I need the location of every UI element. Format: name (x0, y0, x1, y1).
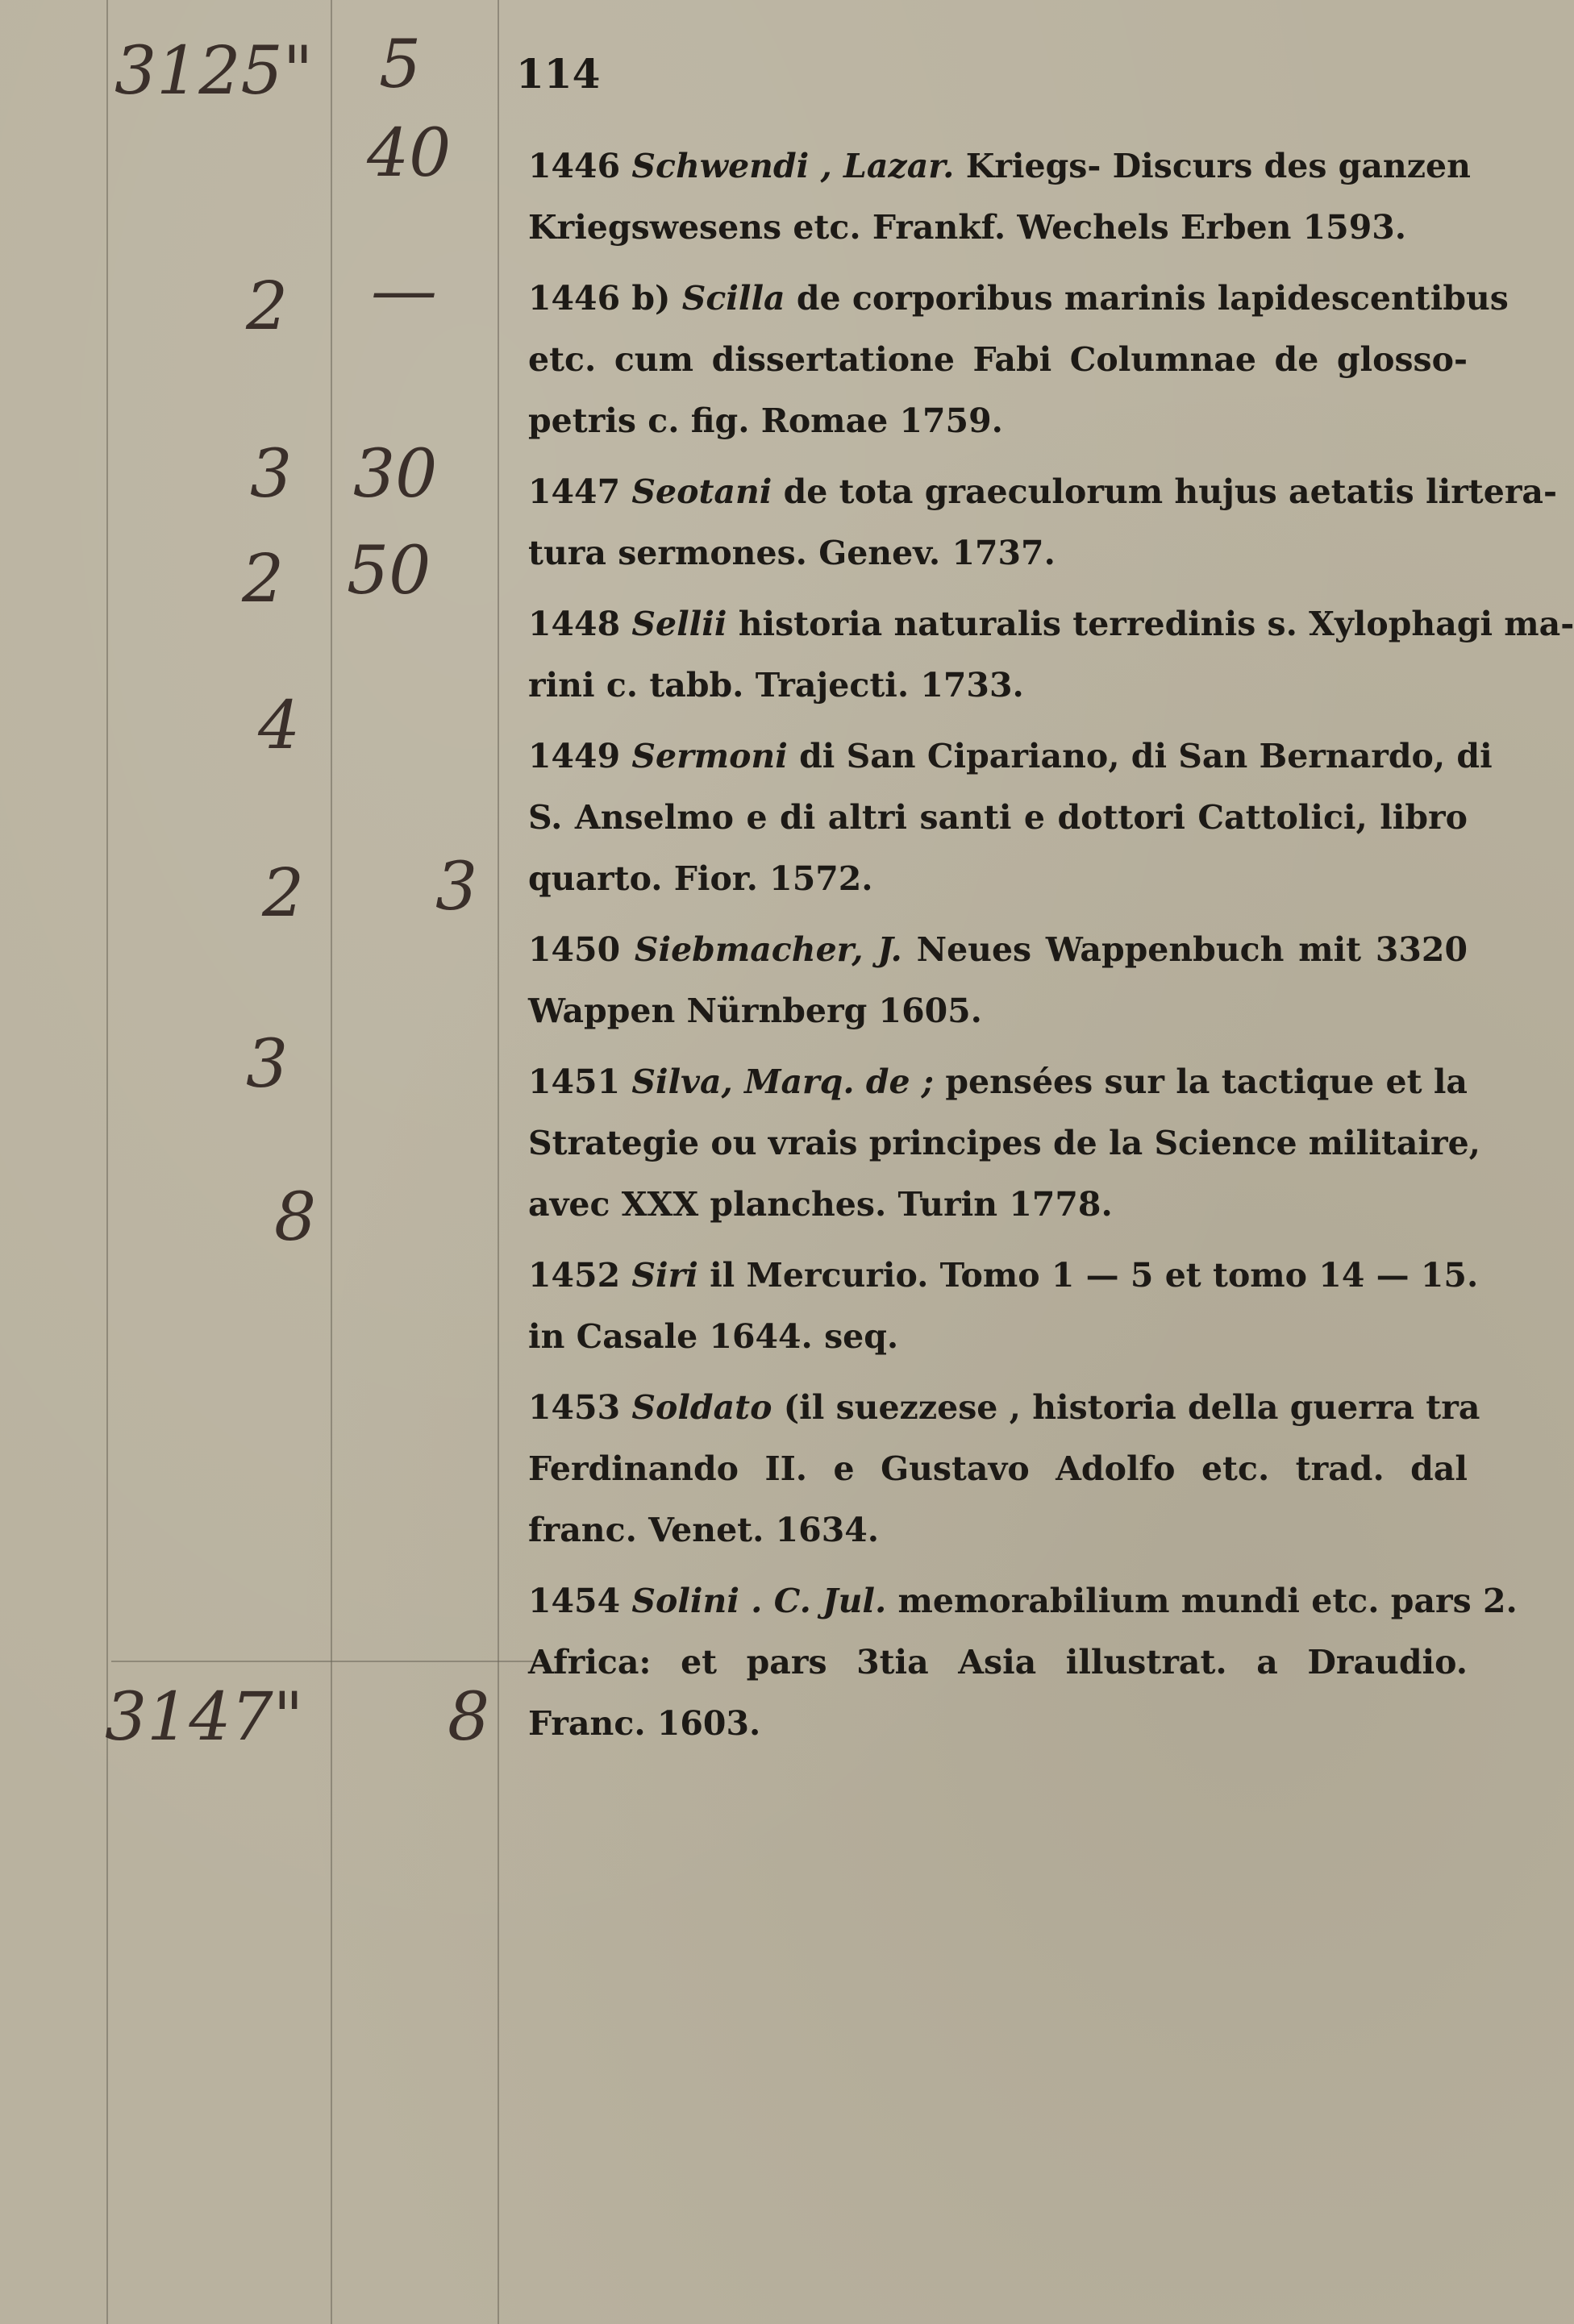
price-left: 3 (250, 436, 293, 513)
catalogue-entry (528, 1245, 1479, 1367)
catalogue-entry (528, 135, 1471, 258)
price-left: 4 (258, 688, 301, 764)
entry-line: rini c. tabb. Trajecti. 1733. (528, 666, 1024, 705)
entry-line: etc. cum dissertatione Fabi Columnae de glosso- (528, 340, 1468, 379)
carry-forward-value: 5 (379, 27, 422, 103)
entry-line: de corporibus marinis lapidescentibus (796, 279, 1509, 318)
entry-number: 1449 (528, 737, 621, 775)
entry-number: 1451 (528, 1062, 621, 1101)
catalogue-entry (528, 1377, 1480, 1561)
page-total: 3147" (105, 1679, 304, 1756)
entry-line: il Mercurio. Tomo 1 — 5 et tomo 14 — 15. (710, 1256, 1479, 1295)
entry-author: Silva, Marq. de ; (631, 1062, 935, 1101)
entry-line: quarto. Fior. 1572. (528, 859, 873, 898)
price-right: 40 (367, 115, 452, 192)
entry-line: in Casale 1644. seq. (528, 1317, 899, 1356)
entry-number: 1448 (528, 605, 621, 643)
catalogue-entry (528, 725, 1493, 909)
entry-author: Sermoni (631, 737, 788, 775)
entry-author: Schwendi , Lazar. (631, 147, 955, 185)
price-left: 2 (262, 855, 305, 932)
entry-author: Solini . C. Jul. (631, 1582, 887, 1620)
entry-line: Wappen Nürnberg 1605. (528, 992, 982, 1030)
page-number: 114 (516, 50, 601, 98)
sum-rule (111, 1661, 547, 1662)
catalogue-entry (528, 593, 1574, 716)
entry-author: Scilla (681, 279, 785, 318)
catalogue-entry (528, 461, 1558, 584)
price-right: 50 (347, 533, 431, 609)
ledger-rule-left (106, 0, 108, 2324)
catalogue-entry (528, 1051, 1480, 1235)
entry-line: (il suezzese , historia della guerra tra (783, 1388, 1480, 1427)
price-right: 30 (353, 436, 438, 513)
entry-author: Siri (631, 1256, 698, 1295)
entry-number: 1452 (528, 1256, 621, 1295)
entry-author: Seotani (631, 472, 772, 511)
price-right: — (371, 252, 437, 329)
ledger-rule-right (498, 0, 499, 2324)
entry-number: 1446 (528, 147, 621, 185)
entry-number: 1447 (528, 472, 621, 511)
entry-line: de tota graeculorum hujus aetatis lirtera- (783, 472, 1558, 511)
entry-number: 1453 (528, 1388, 621, 1427)
price-left: 3 (246, 1026, 289, 1103)
entry-line: S. Anselmo e di altri santi e dottori Cattolici, libro (528, 798, 1468, 837)
entry-line: franc. Venet. 1634. (528, 1511, 880, 1549)
entry-line: avec XXX planches. Turin 1778. (528, 1185, 1113, 1224)
ledger-rule-middle (331, 0, 332, 2324)
entry-line: Ferdinando II. e Gustavo Adolfo etc. trad. dal (528, 1449, 1468, 1488)
price-right: 3 (435, 849, 478, 925)
entry-line: di San Cipariano, di San Bernardo, di (799, 737, 1493, 775)
catalogue-entry (528, 919, 1468, 1041)
entry-number: 1454 (528, 1582, 621, 1620)
entry-line: memorabilium mundi etc. pars 2. (897, 1582, 1518, 1620)
price-left: 2 (246, 268, 289, 345)
entry-author: Siebmacher, J. (634, 930, 902, 969)
entry-author: Sellii (631, 605, 727, 643)
catalogue-entry (528, 268, 1509, 451)
entry-number: 1446 b) (528, 279, 671, 318)
carry-forward-total: 3125" (115, 33, 314, 110)
entry-line: historia naturalis terredinis s. Xylophagi ma- (738, 605, 1574, 643)
price-left: 8 (274, 1179, 317, 1256)
entry-line: petris c. fig. Romae 1759. (528, 401, 1003, 440)
entry-line: Strategie ou vrais principes de la Science militaire, (528, 1124, 1480, 1162)
entry-line: Franc. 1603. (528, 1704, 761, 1743)
page-total-value: 8 (448, 1679, 490, 1756)
entry-line: Neues Wappenbuch mit 3320 (916, 930, 1468, 969)
entry-number: 1450 (528, 930, 621, 969)
entry-line: Kriegs- Discurs des ganzen (965, 147, 1471, 185)
catalogue-entries (528, 135, 1574, 1764)
price-left: 2 (242, 541, 285, 617)
entry-line: Africa: et pars 3tia Asia illustrat. a Draudio. (528, 1643, 1468, 1682)
entry-line: tura sermones. Genev. 1737. (528, 534, 1056, 572)
entry-author: Soldato (631, 1388, 772, 1427)
entry-line: Kriegswesens etc. Frankf. Wechels Erben 1593. (528, 208, 1407, 247)
entry-line: pensées sur la tactique et la (945, 1062, 1468, 1101)
catalogue-entry (528, 1570, 1518, 1754)
